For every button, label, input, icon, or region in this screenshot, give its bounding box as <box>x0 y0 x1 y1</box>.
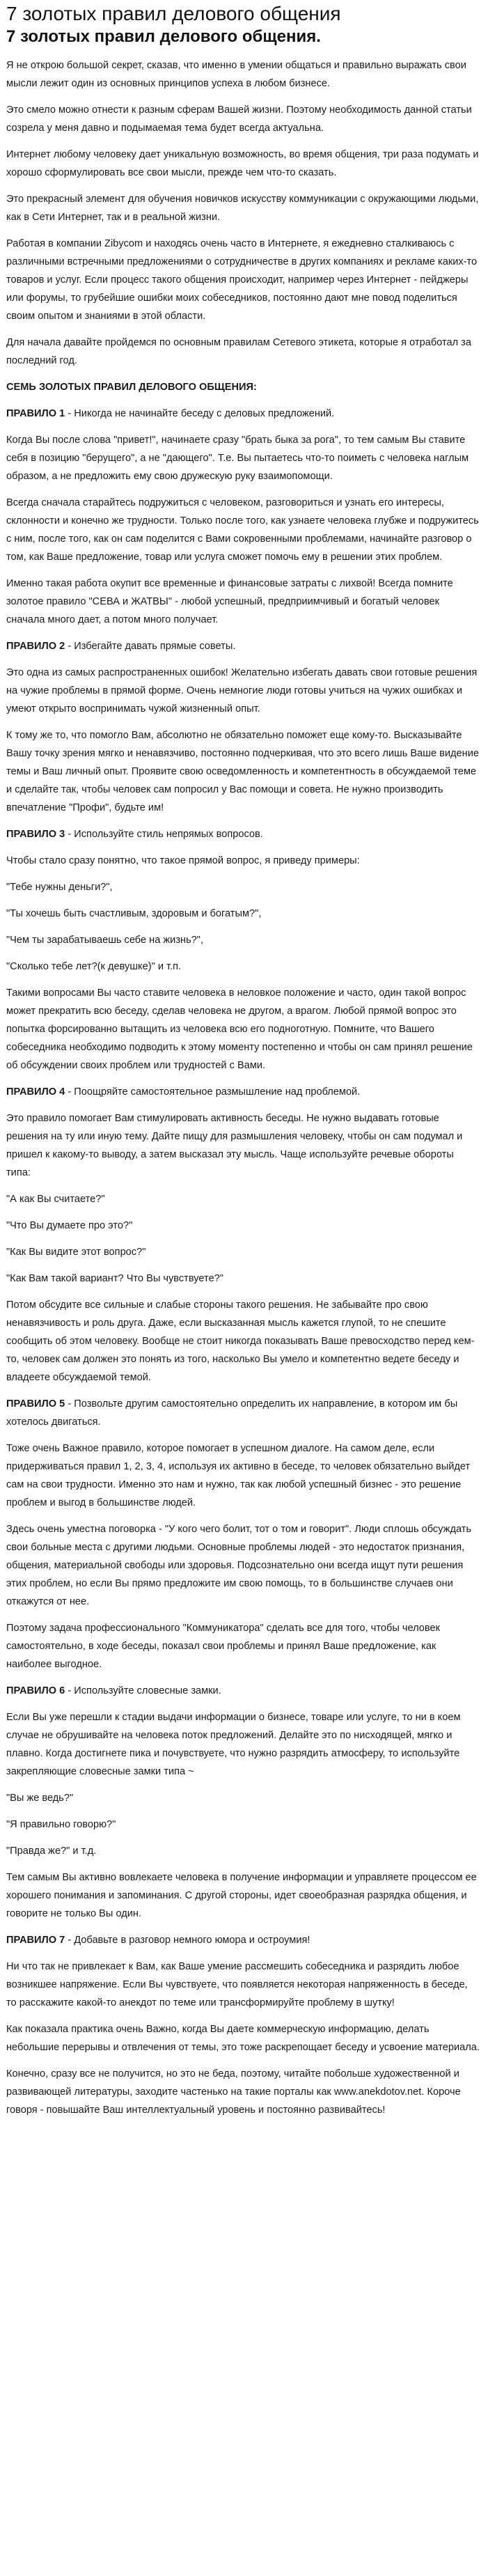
example-question: "Ты хочешь быть счастливым, здоровым и богатым?", <box>6 908 262 919</box>
intro-paragraph: Это прекрасный элемент для обучения новичков искусству коммуникации с окружающими людьми, как в Сети Интернет, так и в реальной жизни. <box>6 194 479 223</box>
intro-paragraph: Я не открою большой секрет, сказав, что именно в умении общаться и правильно выражать свои мысли лежит один из основных принципов успеха в любом бизнесе. <box>6 60 466 89</box>
rule-1-text: - Никогда не начинайте беседу с деловых предложений. <box>65 408 335 419</box>
page-title: 7 золотых правил делового общения <box>6 3 341 24</box>
rule-7-label: ПРАВИЛО 7 <box>6 1935 65 1946</box>
rule-1-paragraph: Когда Вы после слова "привет!", начинаете сразу "брать быка за рога", то тем самым Вы ставите себя в позицию "берущего", а не "дающего". Т.е. Вы пытаетесь что-то поиметь с человека наглым образом, а не предложить ему свою дружескую руку взаимопомощи. <box>6 435 469 482</box>
example-phrase: "А как Вы считаете?" <box>6 1194 105 1205</box>
rule-5-paragraph: Поэтому задача профессионального "Коммуникатора" сделать все для того, чтобы человек самостоятельно, в ходе беседы, показал свои проблемы и принял Ваше предложение, как наиболее выгодное. <box>6 1623 440 1670</box>
rule-5-label: ПРАВИЛО 5 <box>6 1398 65 1410</box>
rule-7-paragraph: Ни что так не привлекает к Вам, как Ваше умение рассмешить собеседника и разрядить любое возникшее напряжение. Если Вы чувствуете, что появляется некоторая напряженность в беседе, то расскажите какой-то анекдот по теме или трансформируйте проблему в шутку! <box>6 1961 468 2008</box>
rule-2-title <box>6 637 480 655</box>
rule-6-text: - Используйте словесные замки. <box>65 1685 221 1696</box>
rule-6-paragraph: Тем самым Вы активно вовлекаете человека в получение информации и управляете процессом ее хорошего понимания и запоминания. С другой стороны, идет своеобразная разрядка общения, и говорите не только Вы один. <box>6 1872 477 1919</box>
example-phrase: "Правда же?" и т.д. <box>6 1845 97 1857</box>
rule-3-text: - Используйте стиль непрямых вопросов. <box>65 829 263 840</box>
rule-3-paragraph: Такими вопросами Вы часто ставите человека в неловкое положение и часто, один такой вопрос может прекратить всю беседу, сделав человека не другом, а врагом. Любой прямой вопрос это попытка форсированно вытащить из человека всю его подноготную. Помните, что Вашего собеседника необходимо подводить к этому моменту постепенно и чтобы он сам принял решение об обсуждении своих проблем или трудностей с Вами. <box>6 988 473 1071</box>
rule-1-label: ПРАВИЛО 1 <box>6 408 65 419</box>
rule-2-paragraph: Это одна из самых распространенных ошибок! Желательно избегать давать свои готовые решения на чужие проблемы в прямой форме. Очень немногие люди готовы учиться на чужих ошибках и умеют открыто воспринимать чужой жизненный опыт. <box>6 667 478 715</box>
example-phrase: "Вы же ведь?" <box>6 1793 74 1804</box>
rule-4-title <box>6 1083 480 1101</box>
rule-2-paragraph: К тому же то, что помогло Вам, абсолютно не обязательно поможет еще кому-то. Высказывайте Вашу точку зрения мягко и ненавязчиво, постоянно подчеркивая, что это всего лишь Ваше видение темы и Ваш личный опыт. Проявите свою осведомленность и компетентность в обсуждаемой теме и сделайте так, чтобы человек сам попросил у Вас помощи и совета. Не нужно производить впечатление "Профи", будьте им! <box>6 730 479 813</box>
rule-2-text: - Избегайте давать прямые советы. <box>65 641 236 652</box>
intro-paragraph: Для начала давайте пройдемся по основным правилам Сетевого этикета, которые я отработал за последний год. <box>6 337 471 366</box>
example-question: "Сколько тебе лет?(к девушке)" и т.п. <box>6 961 182 972</box>
rule-3-paragraph: Чтобы стало сразу понятно, что такое прямой вопрос, я приведу примеры: <box>6 855 360 866</box>
intro-paragraph: Это смело можно отнести к разным сферам Вашей жизни. Поэтому необходимость данной статьи созрела у меня давно и подымаемая тема будет всегда актуальна. <box>6 104 472 134</box>
example-phrase: "Что Вы думаете про это?" <box>6 1220 133 1231</box>
rule-5-paragraph: Здесь очень уместна поговорка - "У кого чего болит, тот о том и говорит". Люди сплошь обсуждать свои больные места с другими людьми. Основные проблемы людей - это недостаток признания, общения, материальной свободы или здоровья. Подсознательно они всегда ищут пути решения этих проблем, но если Вы прямо предложите им свою помощь, то в большинстве случаев они откажутся от нее. <box>6 1524 472 1607</box>
rules-heading: СЕМЬ ЗОЛОТЫХ ПРАВИЛ ДЕЛОВОГО ОБЩЕНИЯ: <box>6 382 257 393</box>
example-phrase: "Я правильно говорю?" <box>6 1819 116 1830</box>
example-phrase: "Как Вы видите этот вопрос?" <box>6 1247 146 1258</box>
example-phrase: "Как Вам такой вариант? Что Вы чувствуете?" <box>6 1273 223 1284</box>
rule-2-label: ПРАВИЛО 2 <box>6 641 65 652</box>
rule-7-paragraph: Конечно, сразу все не получится, но это не беда, поэтому, читайте побольше художественной и развивающей литературы, заходите частенько на такие порталы как www.anekdotov.net. Короче говоря - повышайте Ваш интеллектуальный уровень и постоянно развивайтесь! <box>6 2068 461 2116</box>
rule-1-paragraph: Всегда сначала старайтесь подружиться с человеком, разговориться и узнать его интересы, склонности и конечно же трудности. Только после того, как узнаете человека глубже и подружитесь с ним, после того, как он сам поделится с Вами сокровенными проблемами, начинайте разговор о том, как Ваше предложение, товар или услуга сможет помочь ему в решении этих проблем. <box>6 497 479 563</box>
rule-4-label: ПРАВИЛО 4 <box>6 1086 65 1098</box>
rule-4-text: - Поощряйте самостоятельное размышление над проблемой. <box>65 1086 361 1098</box>
rule-1-title <box>6 405 480 423</box>
rule-7-paragraph: Как показала практика очень Важно, когда Вы даете коммерческую информацию, делать небольшие перерывы и отвлечения от темы, это тоже раскрепощает беседу и усвоение материала. <box>6 2024 480 2053</box>
rule-4-paragraph: Это правило помогает Вам стимулировать активность беседы. Не нужно выдавать готовые решения на ту или иную тему. Дайте пищу для размышления человеку, чтобы он сам подумал и пришел к какому-то выводу, а затем высказал эту мысль. Чаще используйте речевые обороты типа: <box>6 1113 463 1178</box>
example-question: "Тебе нужны деньги?", <box>6 882 113 893</box>
rule-6-paragraph: Если Вы уже перешли к стадии выдачи информации о бизнесе, товаре или услуге, то ни в коем случае не обрушивайте на человека поток предложений. Делайте это по нисходящей, мягко и плавно. Когда достигнете пика и почувствуете, что нужно разрядить атмосферу, то используйте закрепляющие словесные замки типа ~ <box>6 1712 461 1777</box>
intro-paragraph: Интернет любому человеку дает уникальную возможность, во время общения, три раза подумать и хорошо сформулировать все свои мысли, прежде чем что-то сказать. <box>6 149 479 178</box>
rule-7-title <box>6 1931 480 1949</box>
intro-paragraph: Работая в компании Zibycom и находясь очень часто в Интернете, я ежедневно сталкиваюсь с различными встречными предложениями о сотрудничестве в других компаниях и рекламе каких-то товаров и услуг. Если процесс такого общения происходит, например через Интернет - пейджеры или форумы, то грубейшие ошибки моих собеседников, постоянно дают мне повод поделиться своим опытом и знаниями в этой области. <box>6 238 478 322</box>
rule-7-text: - Добавьте в разговор немного юмора и остроумия! <box>65 1935 310 1946</box>
rule-3-label: ПРАВИЛО 3 <box>6 829 65 840</box>
rule-4-paragraph: Потом обсудите все сильные и слабые стороны такого решения. Не забывайте про свою ненавязчивость и роль друга. Даже, если высказанная мысль кажется глупой, то не спешите сообщить об этом человеку. Вообще не стоит никогда показывать Ваше превосходство перед кем-то, человек сам должен это понять из того, насколько Вы умело и компетентно ведете беседу и владеете обсуждаемой темой. <box>6 1299 475 1383</box>
example-question: "Чем ты зарабатываешь себе на жизнь?", <box>6 935 204 946</box>
rule-1-paragraph: Именно такая работа окупит все временные и финансовые затраты с лихвой! Всегда помните золотое правило "СЕВА и ЖАТВЫ" - любой успешный, предприимчивый и богатый человек сначала много дает, а потом много получает. <box>6 578 453 625</box>
rule-3-title <box>6 825 480 843</box>
rule-6-title <box>6 1682 480 1700</box>
rule-6-label: ПРАВИЛО 6 <box>6 1685 65 1696</box>
article-title: 7 золотых правил делового общения. <box>6 27 321 46</box>
rule-5-text: - Позвольте другим самостоятельно определить их направление, в котором им бы хотелось двигаться. <box>6 1398 458 1428</box>
rule-5-title <box>6 1395 480 1431</box>
rule-5-paragraph: Тоже очень Важное правило, которое помогает в успешном диалоге. На самом деле, если придерживаться правил 1, 2, 3, 4, используя их активно в беседе, то человек обязательно выйдет сам на свои трудности. Именно это нам и нужно, так как любой успешный бизнес - это решение проблем и выгод в большинстве людей. <box>6 1443 471 1508</box>
